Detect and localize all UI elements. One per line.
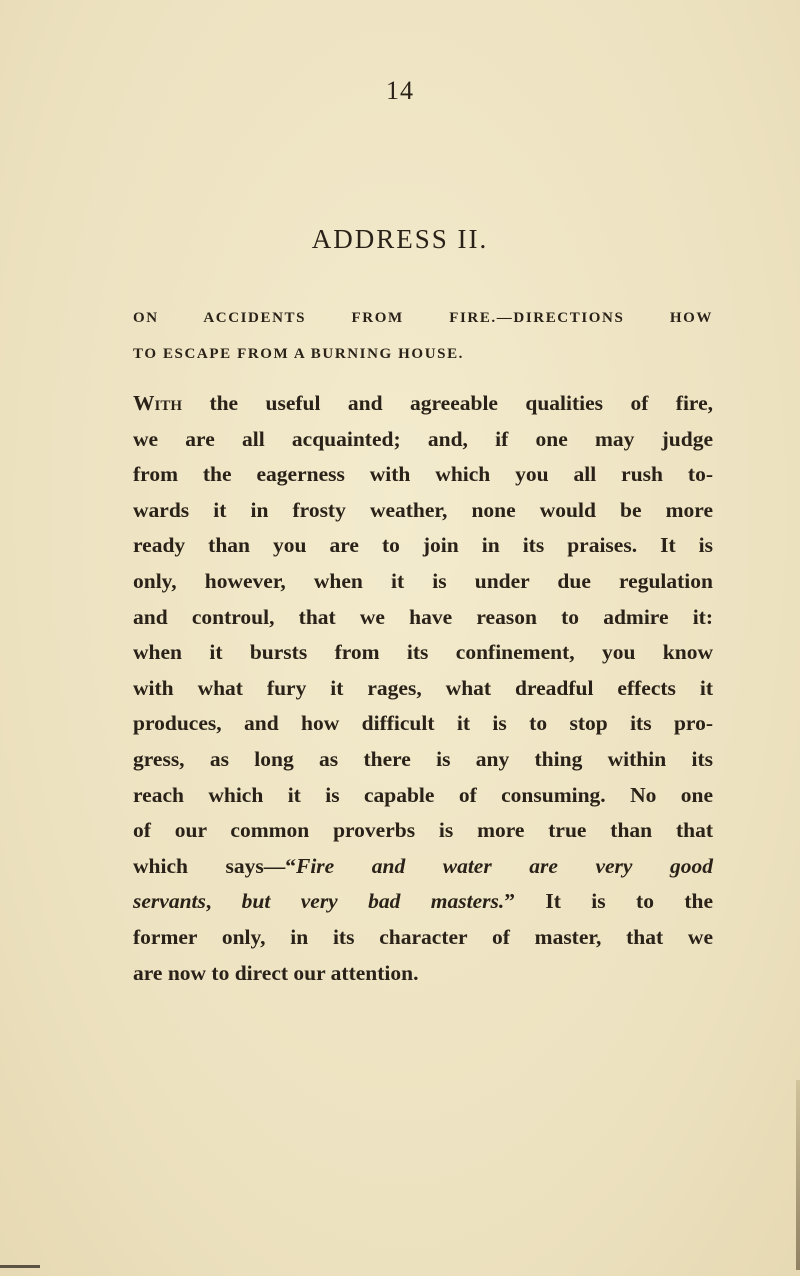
text-fragment: , (205, 889, 242, 914)
text-line (133, 849, 713, 885)
chapter-subheading (133, 300, 713, 372)
text-line: ready than you are to join in its praises. It is (133, 533, 713, 558)
text-line: we are all acquainted; and, if one may judge (133, 426, 713, 451)
text-line: are now to direct our attention. (133, 960, 419, 985)
page-edge-stain (796, 1080, 800, 1270)
text-line: wards it in frosty weather, none would be more (133, 497, 713, 522)
text-line (133, 386, 713, 422)
text-line: only, however, when it is under due regulation (133, 568, 713, 593)
text-line: and controul, that we have reason to admire it: (133, 604, 713, 629)
text-fragment: which says—“ (133, 853, 296, 878)
body-paragraph (133, 386, 713, 991)
chapter-heading: ADDRESS II. (311, 224, 489, 254)
text-line: reach which it is capable of consuming. No one (133, 782, 713, 807)
text-line: of our common proverbs is more true than that (133, 818, 713, 843)
text-line: when it bursts from its confinement, you know (133, 640, 713, 665)
text-line: from the eagerness with which you all rush to- (133, 462, 713, 487)
corner-mark (0, 1265, 40, 1268)
italic-fragment: but very bad masters. (241, 889, 505, 914)
drop-word: With (133, 391, 183, 415)
italic-fragment: servants (133, 889, 206, 914)
text-line (133, 884, 713, 920)
text-line: with what fury it rages, what dreadful effects it (133, 675, 713, 700)
text-line: former only, in its character of master, that we (133, 924, 713, 949)
page-number: 14 (386, 76, 414, 105)
text-fragment: ” It is to the (504, 889, 713, 914)
text-fragment: the useful and agreeable qualities of fire, (182, 391, 713, 415)
text-line: gress, as long as there is any thing within its (133, 746, 713, 771)
text-line: produces, and how difficult it is to stop its pro- (133, 711, 713, 736)
italic-fragment: Fire and water are very good (295, 853, 713, 878)
subheading-line: ON ACCIDENTS FROM FIRE.—DIRECTIONS HOW (133, 310, 713, 326)
subheading-line: TO ESCAPE FROM A BURNING HOUSE. (133, 346, 465, 362)
